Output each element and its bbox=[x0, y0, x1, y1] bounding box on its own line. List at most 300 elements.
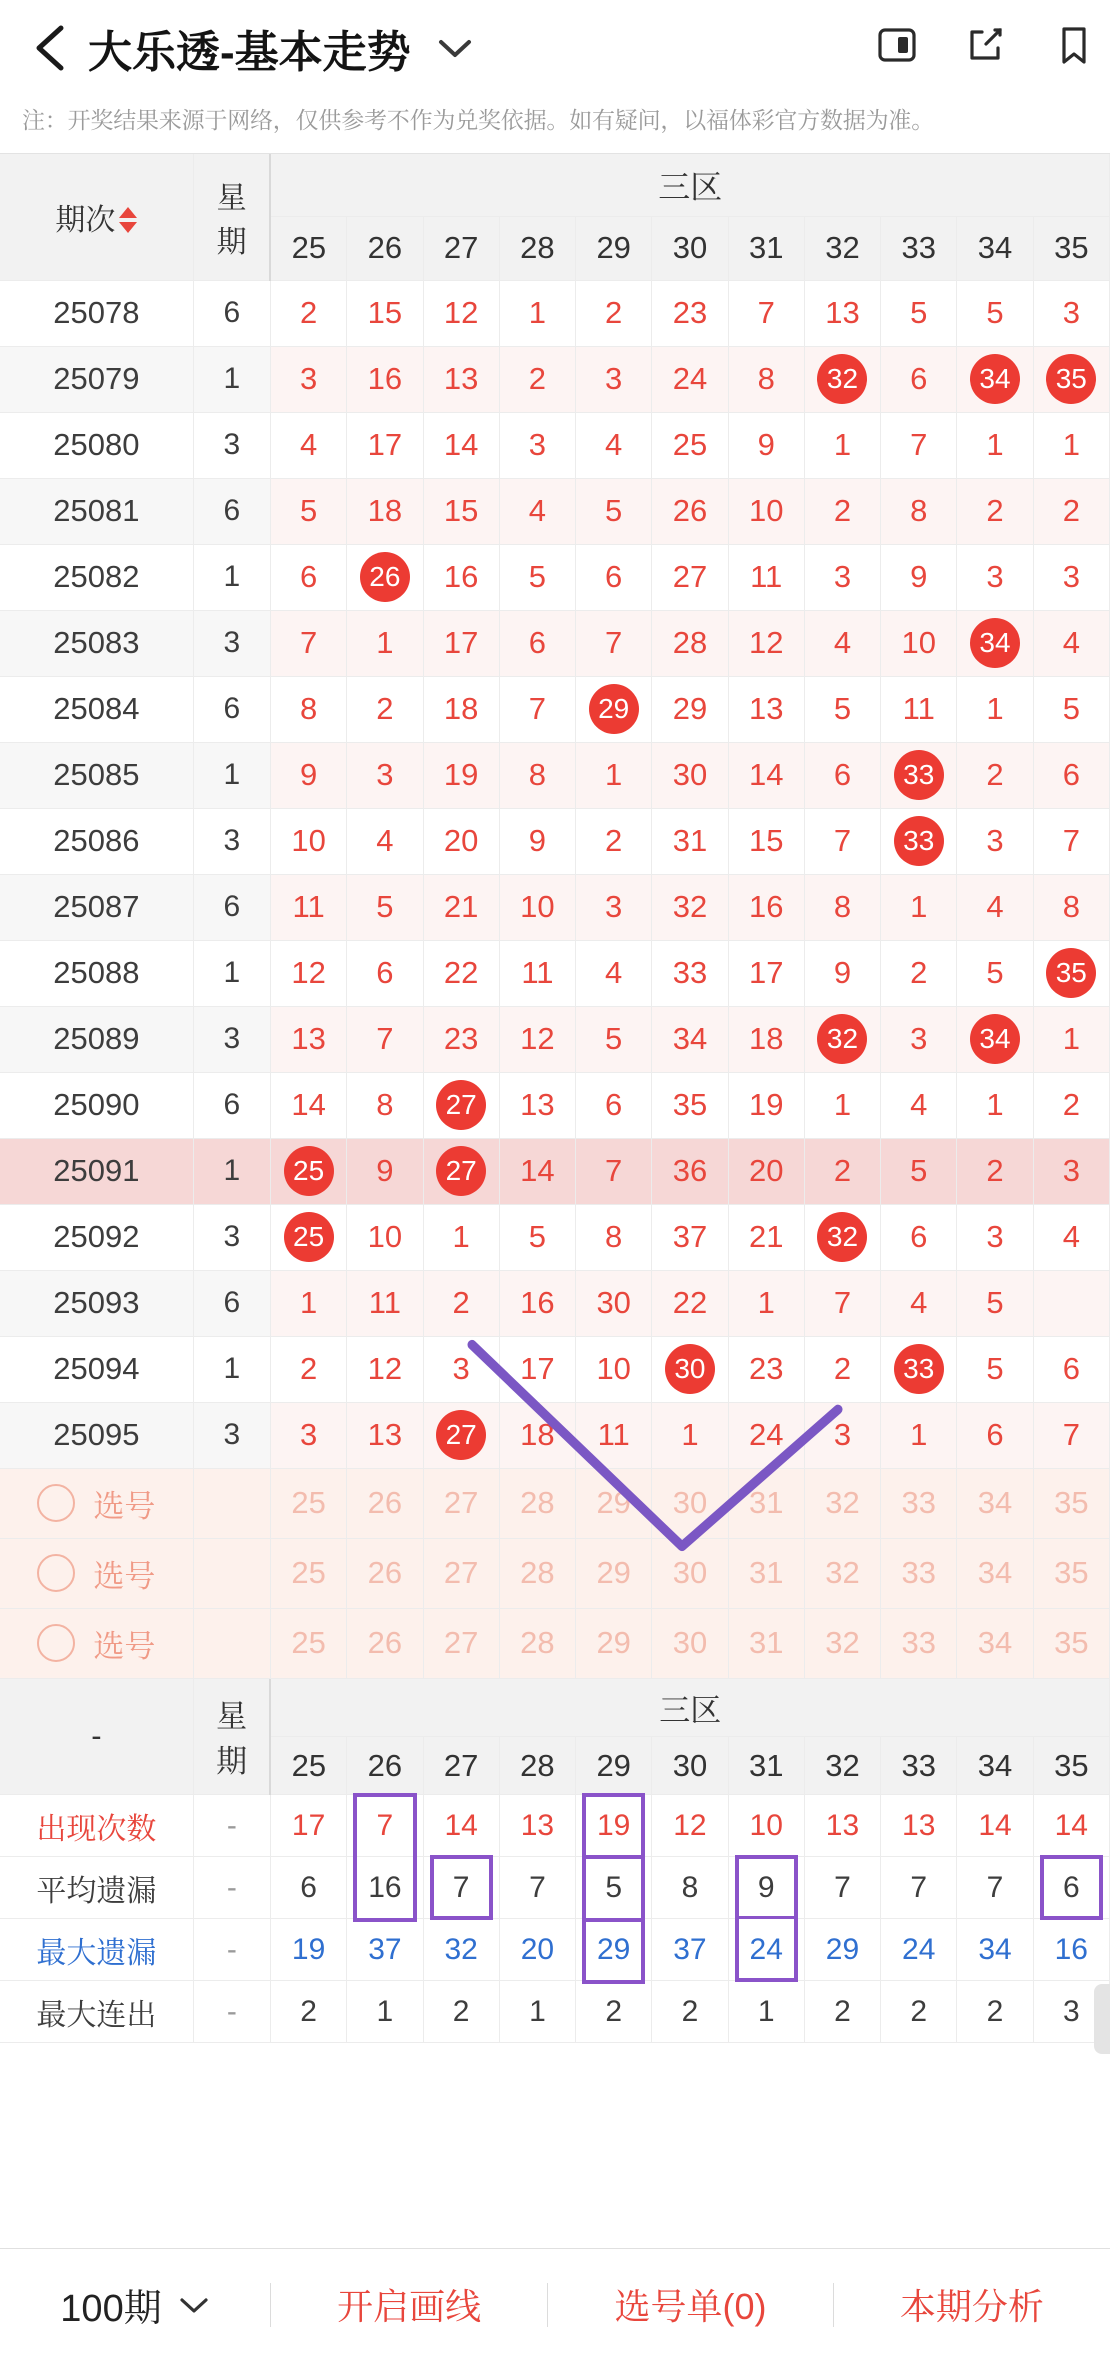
number-cell[interactable]: 25 bbox=[652, 412, 728, 478]
number-cell[interactable] bbox=[270, 1204, 346, 1270]
pick-number-cell[interactable]: 26 bbox=[347, 1468, 423, 1538]
table-row[interactable] bbox=[0, 874, 1110, 940]
period-cell[interactable]: 25080 bbox=[0, 412, 193, 478]
number-cell[interactable]: 1 bbox=[1033, 1006, 1109, 1072]
number-cell[interactable]: 2 bbox=[1033, 478, 1109, 544]
number-cell[interactable]: 1 bbox=[957, 676, 1033, 742]
period-cell[interactable]: 25093 bbox=[0, 1270, 193, 1336]
number-cell[interactable] bbox=[957, 610, 1033, 676]
number-cell[interactable]: 24 bbox=[652, 346, 728, 412]
number-cell[interactable]: 29 bbox=[652, 676, 728, 742]
pick-number-cell[interactable]: 32 bbox=[804, 1468, 880, 1538]
number-cell[interactable]: 1 bbox=[957, 1072, 1033, 1138]
pick-number-cell[interactable]: 30 bbox=[652, 1468, 728, 1538]
number-cell[interactable]: 4 bbox=[576, 940, 652, 1006]
number-cell[interactable]: 2 bbox=[1033, 1072, 1109, 1138]
number-cell[interactable]: 8 bbox=[881, 478, 957, 544]
number-cell[interactable]: 2 bbox=[347, 676, 423, 742]
pick-number-cell[interactable]: 31 bbox=[728, 1538, 804, 1608]
number-cell[interactable]: 14 bbox=[423, 412, 499, 478]
number-cell[interactable]: 5 bbox=[270, 478, 346, 544]
table-row[interactable] bbox=[0, 346, 1110, 412]
period-cell[interactable]: 25087 bbox=[0, 874, 193, 940]
table-row[interactable] bbox=[0, 1204, 1110, 1270]
number-cell[interactable]: 6 bbox=[576, 544, 652, 610]
pick-number-cell[interactable]: 26 bbox=[347, 1608, 423, 1678]
number-cell[interactable]: 4 bbox=[804, 610, 880, 676]
number-cell[interactable]: 2 bbox=[957, 742, 1033, 808]
col-header-35[interactable]: 35 bbox=[1033, 216, 1109, 280]
back-button[interactable] bbox=[24, 21, 78, 75]
pick-number-cell[interactable]: 30 bbox=[652, 1538, 728, 1608]
number-cell[interactable]: 3 bbox=[1033, 280, 1109, 346]
number-cell[interactable]: 6 bbox=[957, 1402, 1033, 1468]
pick-number-cell[interactable]: 34 bbox=[957, 1608, 1033, 1678]
number-cell[interactable] bbox=[270, 1138, 346, 1204]
number-cell[interactable]: 1 bbox=[728, 1270, 804, 1336]
number-cell[interactable]: 5 bbox=[957, 1336, 1033, 1402]
number-cell[interactable]: 4 bbox=[881, 1072, 957, 1138]
number-cell[interactable]: 2 bbox=[576, 808, 652, 874]
number-cell[interactable]: 1 bbox=[652, 1402, 728, 1468]
pick-number-cell[interactable]: 33 bbox=[881, 1468, 957, 1538]
number-cell[interactable]: 7 bbox=[1033, 1402, 1109, 1468]
number-cell[interactable]: 3 bbox=[270, 346, 346, 412]
number-cell[interactable]: 3 bbox=[499, 412, 575, 478]
number-cell[interactable]: 1 bbox=[957, 412, 1033, 478]
col-header-33[interactable]: 33 bbox=[881, 216, 957, 280]
table-row[interactable] bbox=[0, 610, 1110, 676]
number-cell[interactable]: 4 bbox=[499, 478, 575, 544]
number-cell[interactable]: 31 bbox=[652, 808, 728, 874]
number-cell[interactable]: 11 bbox=[728, 544, 804, 610]
number-cell[interactable]: 6 bbox=[1033, 1336, 1109, 1402]
number-cell[interactable]: 7 bbox=[347, 1006, 423, 1072]
number-cell[interactable]: 26 bbox=[652, 478, 728, 544]
number-cell[interactable]: 4 bbox=[347, 808, 423, 874]
table-row[interactable] bbox=[0, 742, 1110, 808]
number-cell[interactable]: 6 bbox=[881, 1204, 957, 1270]
table-row[interactable] bbox=[0, 1138, 1110, 1204]
number-cell[interactable]: 13 bbox=[347, 1402, 423, 1468]
number-cell[interactable] bbox=[1033, 1270, 1109, 1336]
number-cell[interactable]: 2 bbox=[576, 280, 652, 346]
pick-radio-icon[interactable] bbox=[37, 1624, 75, 1662]
number-cell[interactable]: 2 bbox=[957, 1138, 1033, 1204]
number-cell[interactable]: 8 bbox=[728, 346, 804, 412]
number-cell[interactable]: 4 bbox=[1033, 1204, 1109, 1270]
pick-number-cell[interactable]: 26 bbox=[347, 1538, 423, 1608]
number-cell[interactable]: 23 bbox=[652, 280, 728, 346]
number-cell[interactable]: 6 bbox=[499, 610, 575, 676]
period-cell[interactable]: 25086 bbox=[0, 808, 193, 874]
pick-number-cell[interactable]: 29 bbox=[576, 1608, 652, 1678]
number-cell[interactable]: 6 bbox=[347, 940, 423, 1006]
number-cell[interactable]: 7 bbox=[804, 1270, 880, 1336]
col-header-26[interactable]: 26 bbox=[347, 216, 423, 280]
pick-number-cell[interactable]: 32 bbox=[804, 1608, 880, 1678]
number-cell[interactable]: 17 bbox=[347, 412, 423, 478]
pick-number-cell[interactable]: 29 bbox=[576, 1538, 652, 1608]
number-cell[interactable]: 3 bbox=[1033, 544, 1109, 610]
number-cell[interactable] bbox=[423, 1402, 499, 1468]
period-cell[interactable]: 25083 bbox=[0, 610, 193, 676]
number-cell[interactable]: 4 bbox=[957, 874, 1033, 940]
number-cell[interactable] bbox=[804, 1006, 880, 1072]
period-count-select[interactable] bbox=[0, 2277, 270, 2332]
number-cell[interactable]: 36 bbox=[652, 1138, 728, 1204]
pick-number-cell[interactable]: 35 bbox=[1033, 1468, 1109, 1538]
number-cell[interactable] bbox=[957, 1006, 1033, 1072]
col-header-34[interactable]: 34 bbox=[957, 216, 1033, 280]
number-cell[interactable]: 5 bbox=[804, 676, 880, 742]
number-cell[interactable]: 17 bbox=[499, 1336, 575, 1402]
number-cell[interactable]: 7 bbox=[1033, 808, 1109, 874]
number-cell[interactable]: 9 bbox=[804, 940, 880, 1006]
pick-radio-icon[interactable] bbox=[37, 1554, 75, 1592]
number-cell[interactable]: 13 bbox=[270, 1006, 346, 1072]
period-cell[interactable]: 25094 bbox=[0, 1336, 193, 1402]
number-cell[interactable]: 5 bbox=[957, 940, 1033, 1006]
number-cell[interactable]: 2 bbox=[957, 478, 1033, 544]
number-cell[interactable]: 11 bbox=[347, 1270, 423, 1336]
number-cell[interactable]: 9 bbox=[881, 544, 957, 610]
title-dropdown-button[interactable] bbox=[437, 36, 473, 60]
pick-number-cell[interactable]: 31 bbox=[728, 1468, 804, 1538]
col-header-30[interactable]: 30 bbox=[652, 216, 728, 280]
number-cell[interactable]: 10 bbox=[499, 874, 575, 940]
stats-value-cell: 37 bbox=[652, 1919, 728, 1981]
number-cell[interactable]: 2 bbox=[804, 478, 880, 544]
number-cell[interactable]: 11 bbox=[270, 874, 346, 940]
number-cell[interactable]: 37 bbox=[652, 1204, 728, 1270]
scroll-indicator[interactable] bbox=[1094, 1984, 1110, 2054]
number-cell[interactable]: 12 bbox=[347, 1336, 423, 1402]
number-cell[interactable]: 2 bbox=[423, 1270, 499, 1336]
number-cell[interactable]: 1 bbox=[1033, 412, 1109, 478]
col-header-28[interactable]: 28 bbox=[499, 216, 575, 280]
number-cell[interactable]: 12 bbox=[270, 940, 346, 1006]
trend-table-wrapper[interactable] bbox=[0, 153, 1110, 2043]
pick-number-cell[interactable]: 35 bbox=[1033, 1608, 1109, 1678]
col-header-29[interactable]: 29 bbox=[576, 216, 652, 280]
number-cell[interactable]: 9 bbox=[728, 412, 804, 478]
number-cell[interactable]: 3 bbox=[1033, 1138, 1109, 1204]
period-cell[interactable]: 25095 bbox=[0, 1402, 193, 1468]
col-header-31[interactable]: 31 bbox=[728, 216, 804, 280]
number-cell[interactable]: 34 bbox=[652, 1006, 728, 1072]
pick-number-cell[interactable]: 35 bbox=[1033, 1538, 1109, 1608]
number-cell[interactable]: 5 bbox=[881, 1138, 957, 1204]
period-cell[interactable]: 25091 bbox=[0, 1138, 193, 1204]
number-cell[interactable]: 20 bbox=[423, 808, 499, 874]
number-cell[interactable]: 5 bbox=[1033, 676, 1109, 742]
number-cell[interactable]: 4 bbox=[881, 1270, 957, 1336]
number-cell[interactable]: 12 bbox=[499, 1006, 575, 1072]
number-cell[interactable]: 33 bbox=[652, 940, 728, 1006]
number-cell[interactable] bbox=[652, 1336, 728, 1402]
number-cell[interactable]: 8 bbox=[499, 742, 575, 808]
number-cell[interactable]: 10 bbox=[347, 1204, 423, 1270]
number-cell[interactable]: 9 bbox=[347, 1138, 423, 1204]
number-cell[interactable] bbox=[423, 1138, 499, 1204]
table-row[interactable] bbox=[0, 1270, 1110, 1336]
pick-number-cell[interactable]: 25 bbox=[270, 1538, 346, 1608]
number-cell[interactable]: 5 bbox=[499, 1204, 575, 1270]
number-cell[interactable]: 15 bbox=[347, 280, 423, 346]
table-row[interactable] bbox=[0, 940, 1110, 1006]
number-cell[interactable]: 18 bbox=[499, 1402, 575, 1468]
number-cell[interactable]: 7 bbox=[576, 610, 652, 676]
period-cell[interactable]: 25088 bbox=[0, 940, 193, 1006]
table-row[interactable] bbox=[0, 676, 1110, 742]
pick-number-cell[interactable]: 32 bbox=[804, 1538, 880, 1608]
number-cell[interactable]: 10 bbox=[728, 478, 804, 544]
pick-number-cell[interactable]: 25 bbox=[270, 1608, 346, 1678]
number-cell[interactable]: 4 bbox=[270, 412, 346, 478]
number-cell[interactable]: 3 bbox=[576, 874, 652, 940]
number-cell[interactable]: 3 bbox=[881, 1006, 957, 1072]
number-cell[interactable]: 5 bbox=[576, 1006, 652, 1072]
number-cell[interactable] bbox=[881, 742, 957, 808]
number-cell[interactable]: 21 bbox=[728, 1204, 804, 1270]
table-row[interactable] bbox=[0, 412, 1110, 478]
number-cell[interactable]: 3 bbox=[957, 808, 1033, 874]
number-cell[interactable]: 3 bbox=[347, 742, 423, 808]
number-cell[interactable]: 2 bbox=[804, 1138, 880, 1204]
number-cell[interactable]: 4 bbox=[576, 412, 652, 478]
pick-row-label[interactable] bbox=[0, 1608, 193, 1678]
number-cell[interactable]: 14 bbox=[728, 742, 804, 808]
pick-number-cell[interactable]: 33 bbox=[881, 1608, 957, 1678]
number-cell[interactable]: 8 bbox=[270, 676, 346, 742]
number-cell[interactable]: 6 bbox=[1033, 742, 1109, 808]
period-cell[interactable]: 25085 bbox=[0, 742, 193, 808]
period-cell[interactable]: 25084 bbox=[0, 676, 193, 742]
number-cell[interactable]: 6 bbox=[576, 1072, 652, 1138]
number-cell[interactable]: 21 bbox=[423, 874, 499, 940]
number-cell[interactable]: 28 bbox=[652, 610, 728, 676]
number-cell[interactable]: 7 bbox=[576, 1138, 652, 1204]
number-cell[interactable]: 2 bbox=[499, 346, 575, 412]
pick-number-cell[interactable]: 27 bbox=[423, 1608, 499, 1678]
period-cell[interactable]: 25090 bbox=[0, 1072, 193, 1138]
period-cell[interactable]: 25079 bbox=[0, 346, 193, 412]
pick-row[interactable] bbox=[0, 1538, 1110, 1608]
number-cell[interactable] bbox=[804, 346, 880, 412]
number-cell[interactable]: 8 bbox=[576, 1204, 652, 1270]
number-cell[interactable]: 1 bbox=[499, 280, 575, 346]
number-cell[interactable]: 2 bbox=[881, 940, 957, 1006]
draw-line-button[interactable]: 开启画线 bbox=[337, 2286, 482, 2327]
pick-number-cell[interactable]: 27 bbox=[423, 1468, 499, 1538]
table-row[interactable] bbox=[0, 280, 1110, 346]
number-cell[interactable]: 6 bbox=[270, 544, 346, 610]
number-cell[interactable]: 20 bbox=[728, 1138, 804, 1204]
number-cell[interactable]: 12 bbox=[423, 280, 499, 346]
pick-radio-icon[interactable] bbox=[37, 1484, 75, 1522]
number-cell[interactable]: 19 bbox=[728, 1072, 804, 1138]
number-cell[interactable]: 35 bbox=[652, 1072, 728, 1138]
col-header-27[interactable]: 27 bbox=[423, 216, 499, 280]
number-cell[interactable]: 1 bbox=[881, 874, 957, 940]
pick-row-label[interactable] bbox=[0, 1538, 193, 1608]
number-cell[interactable]: 3 bbox=[804, 1402, 880, 1468]
number-cell[interactable]: 23 bbox=[423, 1006, 499, 1072]
number-cell[interactable] bbox=[1033, 346, 1109, 412]
number-cell[interactable]: 13 bbox=[728, 676, 804, 742]
number-cell[interactable]: 11 bbox=[576, 1402, 652, 1468]
number-cell[interactable]: 22 bbox=[652, 1270, 728, 1336]
number-cell[interactable]: 11 bbox=[499, 940, 575, 1006]
table-row[interactable] bbox=[0, 1402, 1110, 1468]
number-cell[interactable]: 11 bbox=[881, 676, 957, 742]
table-row[interactable] bbox=[0, 1072, 1110, 1138]
pick-row[interactable] bbox=[0, 1468, 1110, 1538]
number-cell[interactable]: 7 bbox=[804, 808, 880, 874]
table-row[interactable] bbox=[0, 808, 1110, 874]
number-cell[interactable] bbox=[881, 1336, 957, 1402]
number-cell[interactable]: 3 bbox=[957, 1204, 1033, 1270]
analysis-button[interactable]: 本期分析 bbox=[899, 2286, 1044, 2327]
number-cell[interactable]: 15 bbox=[728, 808, 804, 874]
number-cell[interactable]: 5 bbox=[957, 1270, 1033, 1336]
number-cell[interactable] bbox=[347, 544, 423, 610]
number-cell[interactable]: 1 bbox=[576, 742, 652, 808]
number-cell[interactable]: 18 bbox=[423, 676, 499, 742]
number-cell[interactable]: 8 bbox=[804, 874, 880, 940]
number-cell[interactable]: 13 bbox=[499, 1072, 575, 1138]
number-cell[interactable]: 7 bbox=[728, 280, 804, 346]
table-row[interactable] bbox=[0, 1006, 1110, 1072]
pick-number-cell[interactable]: 34 bbox=[957, 1538, 1033, 1608]
number-cell[interactable]: 3 bbox=[957, 544, 1033, 610]
number-cell[interactable]: 15 bbox=[423, 478, 499, 544]
number-cell[interactable]: 1 bbox=[804, 1072, 880, 1138]
number-cell[interactable]: 7 bbox=[270, 610, 346, 676]
pick-number-cell[interactable]: 28 bbox=[499, 1538, 575, 1608]
col-header-25[interactable]: 25 bbox=[270, 216, 346, 280]
number-cell[interactable]: 10 bbox=[881, 610, 957, 676]
pick-row-label[interactable] bbox=[0, 1468, 193, 1538]
number-cell[interactable]: 16 bbox=[499, 1270, 575, 1336]
period-cell[interactable]: 25089 bbox=[0, 1006, 193, 1072]
panel-layout-button[interactable] bbox=[870, 18, 924, 72]
number-cell[interactable]: 13 bbox=[423, 346, 499, 412]
number-cell[interactable]: 8 bbox=[347, 1072, 423, 1138]
number-cell[interactable]: 32 bbox=[652, 874, 728, 940]
number-cell[interactable]: 1 bbox=[270, 1270, 346, 1336]
table-row[interactable] bbox=[0, 478, 1110, 544]
number-cell[interactable]: 24 bbox=[728, 1402, 804, 1468]
number-cell[interactable]: 2 bbox=[804, 1336, 880, 1402]
number-cell[interactable]: 16 bbox=[347, 346, 423, 412]
number-cell[interactable]: 17 bbox=[728, 940, 804, 1006]
number-cell[interactable] bbox=[1033, 940, 1109, 1006]
pick-number-cell[interactable]: 28 bbox=[499, 1468, 575, 1538]
number-cell[interactable]: 5 bbox=[347, 874, 423, 940]
number-cell[interactable]: 2 bbox=[270, 280, 346, 346]
number-cell[interactable] bbox=[423, 1072, 499, 1138]
number-cell[interactable]: 30 bbox=[576, 1270, 652, 1336]
number-cell[interactable]: 10 bbox=[576, 1336, 652, 1402]
pick-number-cell[interactable]: 33 bbox=[881, 1538, 957, 1608]
number-cell[interactable]: 3 bbox=[270, 1402, 346, 1468]
number-cell[interactable] bbox=[804, 1204, 880, 1270]
number-cell[interactable]: 5 bbox=[499, 544, 575, 610]
number-cell[interactable]: 3 bbox=[804, 544, 880, 610]
number-cell[interactable]: 19 bbox=[423, 742, 499, 808]
number-cell[interactable]: 1 bbox=[804, 412, 880, 478]
number-cell[interactable]: 2 bbox=[270, 1336, 346, 1402]
number-cell[interactable]: 9 bbox=[499, 808, 575, 874]
number-cell[interactable] bbox=[957, 346, 1033, 412]
number-cell[interactable]: 1 bbox=[423, 1204, 499, 1270]
period-cell[interactable]: 25078 bbox=[0, 280, 193, 346]
number-cell[interactable]: 1 bbox=[347, 610, 423, 676]
bookmark-button[interactable] bbox=[1046, 18, 1100, 72]
pick-number-cell[interactable]: 28 bbox=[499, 1608, 575, 1678]
number-cell[interactable]: 7 bbox=[881, 412, 957, 478]
number-cell[interactable]: 18 bbox=[728, 1006, 804, 1072]
number-cell[interactable]: 22 bbox=[423, 940, 499, 1006]
number-cell[interactable]: 27 bbox=[652, 544, 728, 610]
number-cell[interactable]: 5 bbox=[957, 280, 1033, 346]
number-cell[interactable]: 3 bbox=[576, 346, 652, 412]
number-cell[interactable]: 14 bbox=[499, 1138, 575, 1204]
pick-number-cell[interactable]: 31 bbox=[728, 1608, 804, 1678]
period-cell[interactable]: 25092 bbox=[0, 1204, 193, 1270]
number-cell[interactable] bbox=[576, 676, 652, 742]
col-header-32[interactable]: 32 bbox=[804, 216, 880, 280]
number-cell[interactable]: 5 bbox=[881, 280, 957, 346]
number-cell[interactable]: 14 bbox=[270, 1072, 346, 1138]
pick-number-cell[interactable]: 27 bbox=[423, 1538, 499, 1608]
pick-list-button[interactable]: 选号单(0) bbox=[614, 2286, 767, 2327]
number-cell[interactable]: 4 bbox=[1033, 610, 1109, 676]
number-cell[interactable]: 23 bbox=[728, 1336, 804, 1402]
number-cell[interactable]: 16 bbox=[728, 874, 804, 940]
number-cell[interactable] bbox=[881, 808, 957, 874]
table-row[interactable] bbox=[0, 544, 1110, 610]
number-cell[interactable]: 16 bbox=[423, 544, 499, 610]
pick-row[interactable] bbox=[0, 1608, 1110, 1678]
pick-number-cell[interactable]: 30 bbox=[652, 1608, 728, 1678]
pick-number-cell[interactable]: 34 bbox=[957, 1468, 1033, 1538]
period-sort-header[interactable] bbox=[0, 154, 193, 280]
number-cell[interactable]: 3 bbox=[423, 1336, 499, 1402]
number-cell[interactable]: 9 bbox=[270, 742, 346, 808]
period-cell[interactable]: 25081 bbox=[0, 478, 193, 544]
pick-number-cell[interactable]: 29 bbox=[576, 1468, 652, 1538]
number-cell[interactable]: 1 bbox=[881, 1402, 957, 1468]
number-cell[interactable]: 10 bbox=[270, 808, 346, 874]
number-cell[interactable]: 17 bbox=[423, 610, 499, 676]
share-button[interactable] bbox=[958, 18, 1012, 72]
period-cell[interactable]: 25082 bbox=[0, 544, 193, 610]
number-cell[interactable]: 12 bbox=[728, 610, 804, 676]
number-cell[interactable]: 6 bbox=[881, 346, 957, 412]
number-cell[interactable]: 7 bbox=[499, 676, 575, 742]
number-cell[interactable]: 6 bbox=[804, 742, 880, 808]
table-row[interactable] bbox=[0, 1336, 1110, 1402]
number-cell[interactable]: 30 bbox=[652, 742, 728, 808]
number-cell[interactable]: 8 bbox=[1033, 874, 1109, 940]
number-cell[interactable]: 5 bbox=[576, 478, 652, 544]
number-cell[interactable]: 18 bbox=[347, 478, 423, 544]
pick-number-cell[interactable]: 25 bbox=[270, 1468, 346, 1538]
number-cell[interactable]: 13 bbox=[804, 280, 880, 346]
